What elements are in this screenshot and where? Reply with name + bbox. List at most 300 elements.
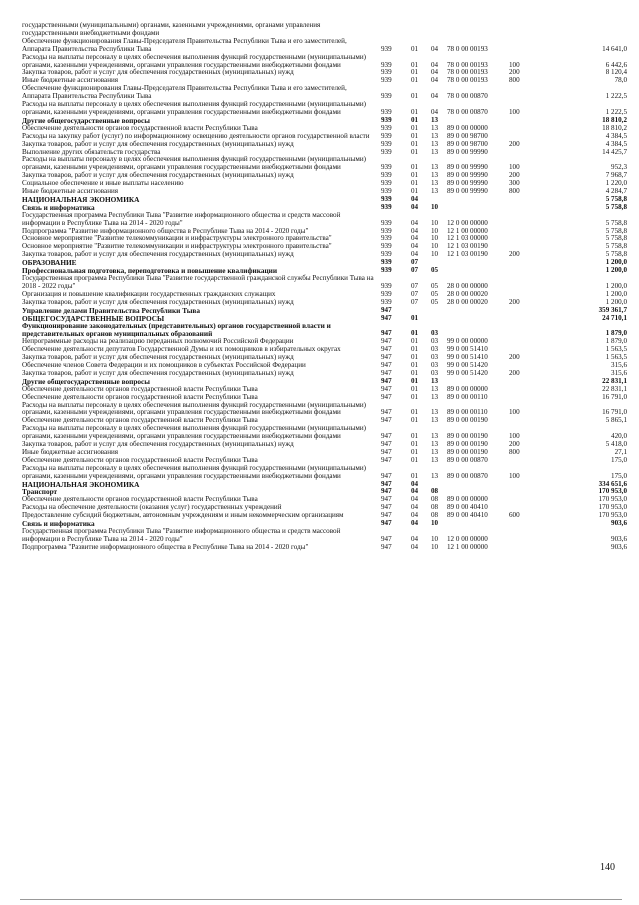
row-amount: 4 284,7 xyxy=(605,187,627,196)
row-grbs-code: 939 xyxy=(381,289,392,298)
row-grbs-code: 939 xyxy=(381,92,392,101)
row-section-code: 04 xyxy=(411,242,419,251)
row-name: Связь и информатика xyxy=(22,202,95,212)
row-expense-type xyxy=(503,394,533,402)
table-row xyxy=(22,481,627,489)
row-amount: 1 879,0 xyxy=(605,329,627,338)
row-amount: 903,6 xyxy=(611,519,627,528)
row-amount: 1 200,0 xyxy=(605,258,627,267)
row-grbs-code: 939 xyxy=(381,171,392,180)
row-amount: 359 361,7 xyxy=(598,305,627,314)
row-section-code: 07 xyxy=(411,258,419,267)
row-target-article: 89 0 00 99990 xyxy=(447,163,488,172)
row-section-code: 01 xyxy=(411,376,419,385)
row-section-code: 01 xyxy=(411,60,419,69)
row-name: ОБРАЗОВАНИЕ xyxy=(22,258,77,268)
row-amount: 420,0 xyxy=(611,432,627,441)
row-grbs-code: 939 xyxy=(381,131,392,140)
row-amount: 24 710,1 xyxy=(602,313,627,322)
row-subsection-code: 13 xyxy=(431,163,439,172)
row-subsection-code: 04 xyxy=(431,92,439,101)
row-name: Подпрограмма "Развитие информационного общества в Республике Тыва на 2014 - 2020 годы" xyxy=(22,542,309,551)
row-grbs-code: 947 xyxy=(381,479,392,488)
row-subsection-code: 13 xyxy=(431,432,439,441)
row-name: Управление делами Правительства Республики Тыва xyxy=(22,305,200,315)
row-target-article: 78 0 00 00870 xyxy=(447,107,488,116)
row-subsection-code: 04 xyxy=(431,44,439,53)
row-amount: 5 758,8 xyxy=(605,202,627,211)
row-section-code: 04 xyxy=(411,534,419,543)
row-target-article: 89 0 00 00190 xyxy=(447,447,488,456)
row-amount: 5 758,8 xyxy=(605,234,627,243)
row-grbs-code: 947 xyxy=(381,440,392,449)
row-name: ОБЩЕГОСУДАРСТВЕННЫЕ ВОПРОСЫ xyxy=(22,313,165,323)
row-amount: 175,0 xyxy=(611,471,627,480)
row-name: Закупка товаров, работ и услуг для обеспечения государственных (муниципальных) нужд xyxy=(22,297,294,306)
row-expense-type xyxy=(503,275,533,291)
row-expense-type: 200 xyxy=(509,68,520,77)
row-name: государственными (муниципальными) органами, казенными учреждениями, органами управления государственными внебюджетными фондами xyxy=(22,21,321,37)
table-row xyxy=(22,528,627,544)
row-section-code: 01 xyxy=(411,432,419,441)
row-subsection-code: 03 xyxy=(431,329,439,338)
row-target-article: 12 1 00 00000 xyxy=(447,542,488,551)
row-subsection-code: 13 xyxy=(431,440,439,449)
row-name: Иные бюджетные ассигнования xyxy=(22,187,119,196)
row-section-code: 01 xyxy=(411,447,419,456)
row-expense-type xyxy=(503,417,533,425)
row-amount: 4 384,5 xyxy=(605,139,627,148)
row-amount: 1 222,5 xyxy=(605,107,627,116)
row-name: Иные бюджетные ассигнования xyxy=(22,76,119,85)
row-section-code: 07 xyxy=(411,289,419,298)
row-expense-type xyxy=(503,338,533,346)
row-section-code: 04 xyxy=(411,202,419,211)
row-target-article: 99 0 00 51410 xyxy=(447,345,488,354)
row-section-code: 01 xyxy=(411,416,419,425)
row-amount: 5 758,8 xyxy=(605,226,627,235)
row-subsection-code: 08 xyxy=(431,503,439,512)
row-amount: 5 758,8 xyxy=(605,194,627,203)
row-subsection-code: 08 xyxy=(431,487,439,496)
table-row xyxy=(22,22,627,38)
row-expense-type: 200 xyxy=(509,353,520,362)
row-section-code: 01 xyxy=(411,163,419,172)
row-target-article: 12 0 00 00000 xyxy=(447,218,488,227)
row-section-code: 04 xyxy=(411,487,419,496)
row-amount: 27,1 xyxy=(614,447,627,456)
row-target-article: 89 0 00 98700 xyxy=(447,131,488,140)
row-expense-type xyxy=(503,488,533,496)
row-subsection-code xyxy=(425,315,443,323)
row-grbs-code: 947 xyxy=(381,534,392,543)
row-grbs-code: 947 xyxy=(381,519,392,528)
row-amount: 1 200,0 xyxy=(605,281,627,290)
row-subsection-code: 13 xyxy=(431,139,439,148)
row-section-code: 04 xyxy=(411,479,419,488)
row-grbs-code: 939 xyxy=(381,44,392,53)
scan-edge-line xyxy=(20,899,622,900)
row-name: Расходы на выплаты персоналу в целях обеспечения выполнения функций государственными (муниципальными) органами, казенными учреждениями, органами управления государственными внебюджетными фондами xyxy=(22,400,367,417)
row-amount: 1 200,0 xyxy=(605,266,627,275)
row-grbs-code: 939 xyxy=(381,60,392,69)
row-target-article: 89 0 00 99990 xyxy=(447,187,488,196)
row-section-code: 01 xyxy=(411,337,419,346)
row-target-article xyxy=(443,204,503,212)
row-expense-type xyxy=(503,528,533,544)
row-amount: 170 953,0 xyxy=(598,495,627,504)
row-target-article: 89 0 00 00000 xyxy=(447,495,488,504)
row-grbs-code: 939 xyxy=(381,107,392,116)
row-section-code: 04 xyxy=(411,519,419,528)
row-section-code xyxy=(405,22,425,38)
row-section-code: 07 xyxy=(411,297,419,306)
row-amount: 170 953,0 xyxy=(598,511,627,520)
row-expense-type: 100 xyxy=(509,107,520,116)
row-expense-type xyxy=(503,307,533,315)
table-row xyxy=(22,425,627,441)
row-name: Расходы на обеспечение деятельности (оказания услуг) государственных учреждений xyxy=(22,503,282,512)
row-subsection-code: 03 xyxy=(431,345,439,354)
row-expense-type xyxy=(503,235,533,243)
row-expense-type xyxy=(503,322,533,338)
row-subsection-code: 10 xyxy=(431,218,439,227)
row-amount: 14 425,7 xyxy=(602,147,627,156)
row-amount: 903,6 xyxy=(611,534,627,543)
budget-table-body xyxy=(22,22,627,552)
row-expense-type xyxy=(503,149,533,157)
row-name: Государственная программа Республики Тыва "Развитие информационного общества и средств массовой информации в Республике Тыва на 2014 - 2020 годы" xyxy=(22,527,341,543)
row-subsection-code: 13 xyxy=(431,416,439,425)
row-target-article xyxy=(443,259,503,267)
row-target-article: 28 0 00 00000 xyxy=(447,281,488,290)
row-grbs-code xyxy=(375,22,405,38)
row-expense-type xyxy=(503,117,533,125)
row-section-code: 01 xyxy=(411,471,419,480)
row-expense-type: 100 xyxy=(509,471,520,480)
row-amount: 315,6 xyxy=(611,360,627,369)
row-grbs-code: 939 xyxy=(381,281,392,290)
row-name: Предоставление субсидий бюджетным, автономным учреждениям и иным некоммерческим организациям xyxy=(22,511,344,520)
table-row xyxy=(22,544,627,552)
row-expense-type: 300 xyxy=(509,179,520,188)
row-target-article: 99 0 00 00000 xyxy=(447,337,488,346)
row-name: Обеспечение членов Совета Федерации и их помощников в субъектах Российской Федерации xyxy=(22,360,306,369)
row-amount: 5 758,8 xyxy=(605,218,627,227)
row-name: Государственная программа Республики Тыва "Развитие информационного общества и средств массовой информации в Республике Тыва на 2014 - 2020 годы" xyxy=(22,210,341,227)
row-expense-type: 200 xyxy=(509,171,520,180)
row-grbs-code: 939 xyxy=(381,163,392,172)
row-amount: 6 442,6 xyxy=(605,60,627,69)
row-section-code: 04 xyxy=(411,218,419,227)
row-grbs-code: 947 xyxy=(381,392,392,401)
row-expense-type: 800 xyxy=(509,187,520,196)
row-name: НАЦИОНАЛЬНАЯ ЭКОНОМИКА xyxy=(22,479,140,489)
row-subsection-code: 05 xyxy=(431,266,439,275)
row-amount: 315,6 xyxy=(611,368,627,377)
row-expense-type: 600 xyxy=(509,511,520,520)
row-subsection-code: 13 xyxy=(431,392,439,401)
row-expense-type: 200 xyxy=(509,440,520,449)
row-name: НАЦИОНАЛЬНАЯ ЭКОНОМИКА xyxy=(22,194,140,204)
row-name: Закупка товаров, работ и услуг для обеспечения государственных (муниципальных) нужд xyxy=(22,68,294,77)
page-number: 140 xyxy=(600,862,615,873)
row-name: Организация и повышение квалификации государственных гражданских служащих xyxy=(22,289,276,298)
row-section-code: 01 xyxy=(411,392,419,401)
row-section-code: 01 xyxy=(411,179,419,188)
row-subsection-code: 13 xyxy=(431,123,439,132)
row-amount: 5 418,0 xyxy=(605,440,627,449)
table-row xyxy=(22,196,627,204)
row-expense-type: 200 xyxy=(509,139,520,148)
row-target-article: 99 0 00 51420 xyxy=(447,360,488,369)
row-subsection-code: 10 xyxy=(431,226,439,235)
row-amount: 16 791,0 xyxy=(602,392,627,401)
row-subsection-code: 04 xyxy=(431,76,439,85)
budget-table xyxy=(22,22,627,552)
row-target-article: 12 1 03 00190 xyxy=(447,250,488,259)
row-grbs-code: 947 xyxy=(381,511,392,520)
row-amount: 334 651,6 xyxy=(598,479,627,488)
row-amount: 5 865,1 xyxy=(605,416,627,425)
row-section-code: 04 xyxy=(411,234,419,243)
row-name: Обеспечение деятельности органов государственной власти Республики Тыва xyxy=(22,455,258,464)
row-section-code: 01 xyxy=(411,360,419,369)
row-name: Функционирование законодательных (представительных) органов государственной власти и представительных органов муниципальных образований xyxy=(22,321,331,339)
row-target-article: 89 0 00 00870 xyxy=(447,471,488,480)
row-name: Транспорт xyxy=(22,487,58,497)
row-expense-type xyxy=(503,259,533,267)
row-subsection-code: 10 xyxy=(431,542,439,551)
row-section-code: 04 xyxy=(411,503,419,512)
row-name: Расходы на закупку работ (услуг) по информационному освещению деятельности органов государственной власти xyxy=(22,131,370,140)
row-amount: 22 831,1 xyxy=(602,376,627,385)
row-grbs-code: 939 xyxy=(381,234,392,243)
row-section-code: 01 xyxy=(411,313,419,322)
row-name: Обеспечение деятельности органов государственной власти Республики Тыва xyxy=(22,392,258,401)
row-name: Другие общегосударственные вопросы xyxy=(22,376,150,386)
row-grbs-code: 939 xyxy=(381,258,392,267)
row-target-article: 89 0 00 98700 xyxy=(447,139,488,148)
row-section-code: 01 xyxy=(411,408,419,417)
row-subsection-code: 10 xyxy=(431,242,439,251)
row-subsection-code: 13 xyxy=(431,447,439,456)
row-subsection-code: 13 xyxy=(431,131,439,140)
row-name: Расходы на выплаты персоналу в целях обеспечения выполнения функций государственными (муниципальными) органами, казенными учреждениями, органами управления государственными внебюджетными фондами xyxy=(22,100,367,116)
row-section-code: 01 xyxy=(411,139,419,148)
row-section-code: 01 xyxy=(411,107,419,116)
table-row xyxy=(22,54,627,70)
row-section-code: 01 xyxy=(411,92,419,101)
row-expense-type xyxy=(503,520,533,528)
row-expense-type xyxy=(503,457,533,465)
row-expense-type: 800 xyxy=(509,76,520,85)
row-subsection-code: 08 xyxy=(431,511,439,520)
row-grbs-code: 947 xyxy=(381,376,392,385)
row-grbs-code: 947 xyxy=(381,345,392,354)
row-target-article: 99 0 00 51420 xyxy=(447,368,488,377)
row-section-code: 01 xyxy=(411,131,419,140)
row-name: Обеспечение деятельности органов государственной власти Республики Тыва xyxy=(22,384,258,393)
row-section-code: 07 xyxy=(411,281,419,290)
row-name: Закупка товаров, работ и услуг для обеспечения государственных (муниципальных) нужд xyxy=(22,139,294,148)
row-grbs-code: 939 xyxy=(381,218,392,227)
row-grbs-code: 947 xyxy=(381,360,392,369)
row-expense-type xyxy=(503,204,533,212)
row-grbs-code: 939 xyxy=(381,226,392,235)
row-amount: 16 791,0 xyxy=(602,408,627,417)
row-name: Расходы на выплаты персоналу в целях обеспечения выполнения функций государственными (муниципальными) органами, казенными учреждениями, органами управления государственными внебюджетными фондами xyxy=(22,424,367,441)
row-name: Государственная программа Республики Тыва "Развитие государственной гражданской службы Республики Тыва на 2018 - 2022 годы" xyxy=(22,274,374,290)
row-section-code: 04 xyxy=(411,194,419,203)
row-expense-type xyxy=(503,481,533,489)
row-expense-type xyxy=(503,228,533,236)
row-section-code: 01 xyxy=(411,440,419,449)
row-grbs-code: 939 xyxy=(381,194,392,203)
row-subsection-code: 13 xyxy=(431,455,439,464)
row-expense-type xyxy=(503,496,533,504)
row-subsection-code: 13 xyxy=(431,179,439,188)
row-section-code: 04 xyxy=(411,542,419,551)
budget-document xyxy=(22,22,627,552)
row-target-article: 28 0 00 00020 xyxy=(447,289,488,298)
row-section-code: 01 xyxy=(411,187,419,196)
row-name: Закупка товаров, работ и услуг для обеспечения государственных (муниципальных) нужд xyxy=(22,440,294,449)
row-section-code: 01 xyxy=(411,68,419,77)
row-subsection-code: 13 xyxy=(431,408,439,417)
row-target-article: 89 0 00 40410 xyxy=(447,503,488,512)
row-expense-type: 200 xyxy=(509,368,520,377)
row-subsection-code: 04 xyxy=(431,107,439,116)
row-amount: 903,6 xyxy=(611,542,627,551)
row-name: Непрограммные расходы на реализацию переданных полномочий Российской Федерации xyxy=(22,337,294,346)
row-grbs-code: 947 xyxy=(381,487,392,496)
row-target-article: 78 0 00 00193 xyxy=(447,60,488,69)
row-grbs-code: 939 xyxy=(381,202,392,211)
row-subsection-code: 08 xyxy=(431,495,439,504)
row-grbs-code: 939 xyxy=(381,76,392,85)
row-subsection-code: 03 xyxy=(431,337,439,346)
row-amount: 175,0 xyxy=(611,455,627,464)
row-target-article: 89 0 00 99990 xyxy=(447,147,488,156)
table-row xyxy=(22,85,627,101)
row-expense-type: 800 xyxy=(509,447,520,456)
row-grbs-code: 947 xyxy=(381,408,392,417)
table-row xyxy=(22,275,627,291)
row-target-article: 78 0 00 00870 xyxy=(447,92,488,101)
row-expense-type: 100 xyxy=(509,60,520,69)
row-name: Закупка товаров, работ и услуг для обеспечения государственных (муниципальных) нужд xyxy=(22,250,294,259)
row-amount: 18 810,2 xyxy=(602,115,627,124)
row-amount: 1 200,0 xyxy=(605,297,627,306)
row-target-article: 78 0 00 00193 xyxy=(447,44,488,53)
table-row xyxy=(22,402,627,418)
row-name: Иные бюджетные ассигнования xyxy=(22,447,119,456)
row-expense-type xyxy=(503,125,533,133)
row-subsection-code: 05 xyxy=(431,281,439,290)
row-grbs-code: 939 xyxy=(381,68,392,77)
row-section-code: 01 xyxy=(411,329,419,338)
row-grbs-code: 947 xyxy=(381,329,392,338)
row-name: Закупка товаров, работ и услуг для обеспечения государственных (муниципальных) нужд xyxy=(22,353,294,362)
row-section-code: 04 xyxy=(411,250,419,259)
row-target-article: 89 0 00 00870 xyxy=(447,455,488,464)
row-expense-type xyxy=(503,196,533,204)
row-amount: 170 953,0 xyxy=(598,487,627,496)
row-name: Расходы на выплаты персоналу в целях обеспечения выполнения функций государственными (муниципальными) органами, казенными учреждениями, органами управления государственными внебюджетными фондами xyxy=(22,52,367,69)
row-target-article: 12 1 03 00000 xyxy=(447,234,488,243)
row-section-code: 01 xyxy=(411,353,419,362)
table-row xyxy=(22,512,627,520)
row-amount: 1 563,5 xyxy=(605,345,627,354)
row-expense-type xyxy=(503,22,533,38)
row-subsection-code xyxy=(425,22,443,38)
row-name: Обеспечение деятельности депутатов Государственной Думы и их помощников в избирательных округах xyxy=(22,345,341,354)
row-amount: 5 758,8 xyxy=(605,242,627,251)
row-name: Обеспечение функционирования Главы-Председателя Правительства Республики Тыва и его заместителей, Аппарата Правительства Республики Тыва xyxy=(22,84,347,101)
row-grbs-code: 947 xyxy=(381,503,392,512)
row-amount xyxy=(533,22,627,38)
row-target-article xyxy=(443,520,503,528)
row-section-code: 01 xyxy=(411,368,419,377)
row-subsection-code: 13 xyxy=(431,384,439,393)
row-grbs-code: 939 xyxy=(381,179,392,188)
row-name: Обеспечение деятельности органов государственной власти Республики Тыва xyxy=(22,416,258,425)
row-expense-type xyxy=(503,315,533,323)
row-target-article xyxy=(443,22,503,38)
row-section-code: 01 xyxy=(411,147,419,156)
row-target-article: 89 0 00 00000 xyxy=(447,384,488,393)
table-row xyxy=(22,322,627,338)
row-target-article: 78 0 00 00193 xyxy=(447,76,488,85)
row-section-code: 04 xyxy=(411,226,419,235)
row-target-article xyxy=(443,196,503,204)
row-name: Закупка товаров, работ и услуг для обеспечения государственных (муниципальных) нужд xyxy=(22,171,294,180)
row-expense-type: 100 xyxy=(509,432,520,441)
row-grbs-code: 947 xyxy=(381,305,392,314)
row-grbs-code: 947 xyxy=(381,337,392,346)
row-amount: 1 563,5 xyxy=(605,353,627,362)
row-name: Расходы на выплаты персоналу в целях обеспечения выполнения функций государственными (муниципальными) органами, казенными учреждениями, органами управления государственными внебюджетными фондами xyxy=(22,155,367,172)
row-target-article: 12 1 03 00190 xyxy=(447,242,488,251)
row-grbs-code: 947 xyxy=(381,416,392,425)
row-target-article: 12 1 00 00000 xyxy=(447,226,488,235)
row-section-code: 01 xyxy=(411,76,419,85)
row-target-article: 89 0 00 00110 xyxy=(447,408,488,417)
row-grbs-code: 947 xyxy=(381,447,392,456)
row-amount: 1 222,5 xyxy=(605,92,627,101)
row-name: Выполнение других обязательств государства xyxy=(22,147,161,156)
row-subsection-code: 04 xyxy=(431,68,439,77)
row-grbs-code: 939 xyxy=(381,297,392,306)
row-target-article xyxy=(443,315,503,323)
row-amount: 22 831,1 xyxy=(602,384,627,393)
row-grbs-code: 947 xyxy=(381,455,392,464)
row-target-article: 99 0 00 51410 xyxy=(447,353,488,362)
row-expense-type xyxy=(503,212,533,228)
row-grbs-code: 947 xyxy=(381,432,392,441)
row-target-article: 89 0 00 99990 xyxy=(447,179,488,188)
row-grbs-code: 939 xyxy=(381,242,392,251)
row-amount: 8 120,4 xyxy=(605,68,627,77)
row-subsection-code: 10 xyxy=(431,202,439,211)
row-amount: 7 968,7 xyxy=(605,171,627,180)
row-grbs-code: 939 xyxy=(381,147,392,156)
row-amount: 14 641,0 xyxy=(602,44,627,53)
row-grbs-code: 947 xyxy=(381,471,392,480)
row-section-code: 01 xyxy=(411,455,419,464)
row-target-article: 89 0 00 00190 xyxy=(447,440,488,449)
